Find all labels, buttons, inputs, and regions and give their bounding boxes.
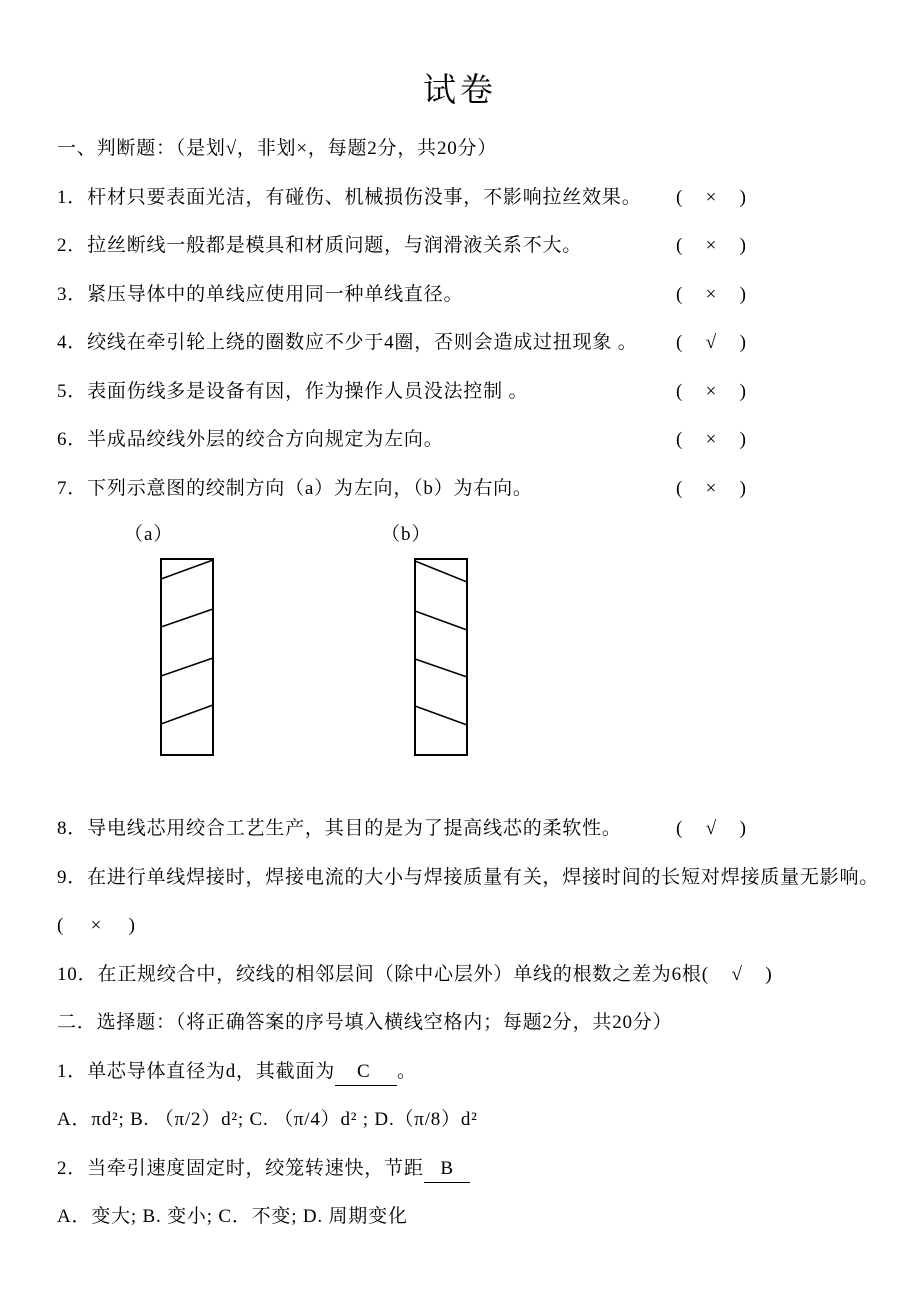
- answer-box-8: [676, 816, 746, 842]
- answer-mark: √: [705, 818, 717, 839]
- diagram-label-b: （b）: [381, 524, 432, 545]
- question-text: 2．当牵引速度固定时，绞笼转速快，节距: [57, 1158, 424, 1179]
- paren-open: (: [676, 284, 683, 305]
- blank-answer: B: [440, 1158, 454, 1179]
- paren-close: ): [128, 915, 135, 936]
- choice-options-2: A．变大; B. 变小; C．不变; D. 周期变化: [57, 1206, 408, 1227]
- judge-question-1: [57, 185, 746, 211]
- judge-question-6: [57, 427, 746, 453]
- paren-close: ): [739, 235, 746, 256]
- judge-question-2: [57, 233, 746, 259]
- question-text: 2．拉丝断线一般都是模具和材质问题，与润滑液关系不大。: [57, 235, 583, 256]
- question-text: 7．下列示意图的绞制方向（a）为左向，（b）为右向。: [57, 478, 533, 499]
- paren-open: (: [676, 478, 683, 499]
- choice-section-header: 二．选择题：（将正确答案的序号填入横线空格内；每题2分，共20分）: [57, 1012, 673, 1033]
- answer-box-9: [57, 913, 135, 939]
- paren-close: ): [739, 332, 746, 353]
- answer-mark: ×: [705, 381, 717, 402]
- judge-question-9: [57, 865, 879, 891]
- answer-mark: √: [705, 332, 717, 353]
- paren-open: (: [57, 915, 64, 936]
- choice-question-2: [57, 1156, 470, 1183]
- question-suffix: 。: [397, 1061, 417, 1082]
- answer-mark: ×: [705, 429, 717, 450]
- answer-box-5: [676, 379, 746, 405]
- stranding-diagram-a: [160, 558, 214, 756]
- answer-mark: √: [731, 964, 742, 985]
- answer-mark: ×: [705, 235, 717, 256]
- answer-box-2: [676, 233, 746, 259]
- paren-close: ): [739, 429, 746, 450]
- paren-open: (: [676, 235, 683, 256]
- paren-close: ): [739, 187, 746, 208]
- blank-answer: C: [357, 1061, 370, 1082]
- paren-open: (: [701, 964, 709, 985]
- paren-open: (: [676, 187, 683, 208]
- answer-box-10: [702, 962, 772, 988]
- question-text: 4．绞线在牵引轮上绕的圈数应不少于4圈，否则会造成过扭现象 。: [57, 332, 638, 353]
- paren-close: ): [739, 284, 746, 305]
- judge-question-4: [57, 330, 746, 356]
- paren-close: ): [739, 818, 746, 839]
- paren-close: ): [765, 964, 772, 985]
- choice-options-1: A．πd²; B. （π/2）d²; C. （π/4）d² ; D.（π/8）d²: [57, 1109, 478, 1130]
- question-text: 6．半成品绞线外层的绞合方向规定为左向。: [57, 429, 444, 450]
- answer-mark: ×: [705, 478, 717, 499]
- diagram-label-a: （a）: [124, 524, 174, 545]
- question-text: 8．导电线芯用绞合工艺生产，其目的是为了提高线芯的柔软性。: [57, 818, 622, 839]
- paren-open: (: [676, 332, 683, 353]
- judge-section-header: 一、判断题：（是划√，非划×，每题2分，共20分）: [57, 138, 498, 159]
- paren-open: (: [676, 818, 683, 839]
- question-text: 9．在进行单线焊接时，焊接电流的大小与焊接质量有关，焊接时间的长短对焊接质量无影响。: [57, 867, 880, 888]
- question-text: 3．紧压导体中的单线应使用同一种单线直径。: [57, 284, 464, 305]
- judge-question-7: [57, 476, 746, 502]
- paren-open: (: [676, 381, 683, 402]
- answer-box-1: [676, 185, 746, 211]
- question-text: 1．杆材只要表面光洁，有碰伤、机械损伤没事，不影响拉丝效果。: [57, 187, 642, 208]
- answer-box-4: [676, 330, 746, 356]
- answer-mark: ×: [705, 187, 717, 208]
- paren-close: ): [739, 478, 746, 499]
- judge-question-8: [57, 816, 746, 842]
- question-text: 5．表面伤线多是设备有因，作为操作人员没法控制 。: [57, 381, 529, 402]
- stranding-diagram-b: [414, 558, 468, 756]
- answer-mark: ×: [705, 284, 717, 305]
- judge-question-3: [57, 282, 746, 308]
- answer-box-3: [676, 282, 746, 308]
- question-text: 10．在正规绞合中，绞线的相邻层间（除中心层外）单线的根数之差为6根: [57, 964, 702, 985]
- choice-question-1: [57, 1059, 417, 1086]
- judge-question-5: [57, 379, 746, 405]
- page-title: 试卷: [423, 73, 497, 109]
- question-text: 1．单芯导体直径为d，其截面为: [57, 1061, 336, 1082]
- paren-open: (: [676, 429, 683, 450]
- answer-blank-2: [424, 1156, 470, 1183]
- answer-blank-1: [335, 1059, 397, 1086]
- answer-box-6: [676, 427, 746, 453]
- judge-question-10: [57, 962, 772, 988]
- answer-mark: ×: [90, 915, 102, 936]
- paren-close: ): [739, 381, 746, 402]
- answer-box-7: [676, 476, 746, 502]
